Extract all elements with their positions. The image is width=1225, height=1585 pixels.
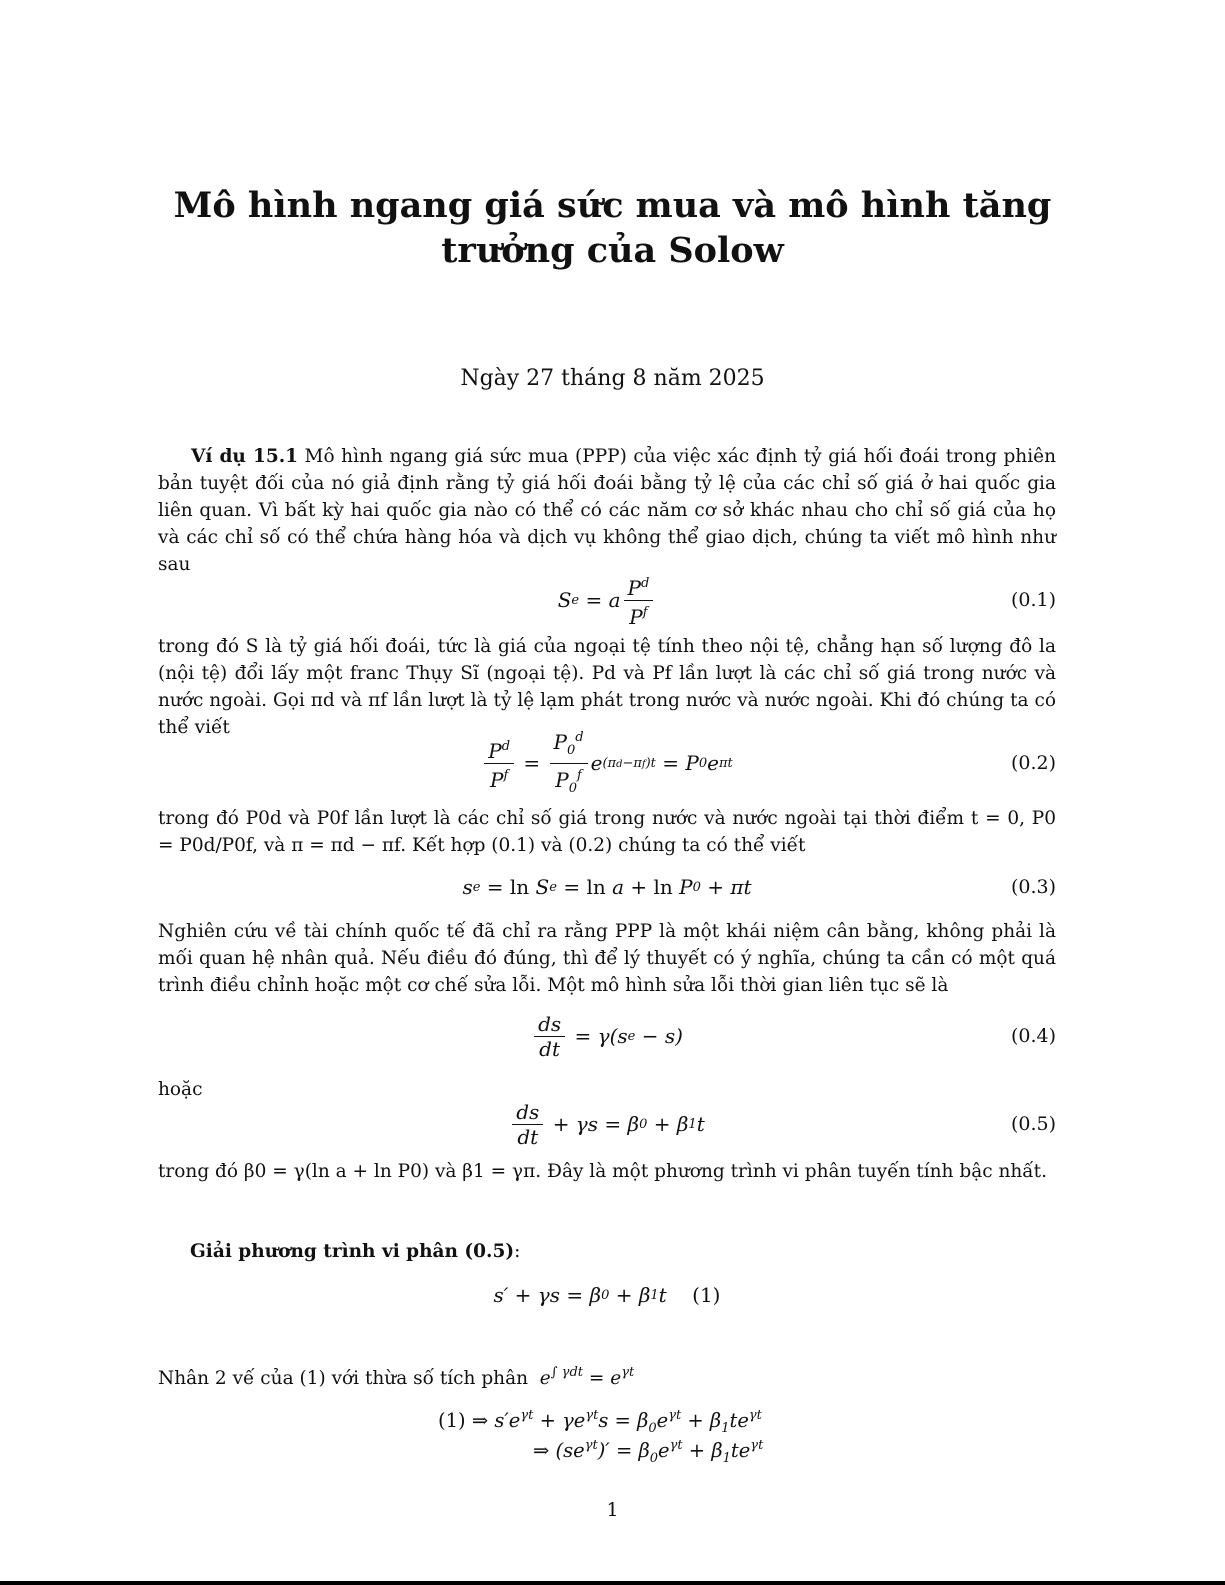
document-title: Mô hình ngang giá sức mua và mô hình tăng trưởng của Solow <box>173 185 1052 271</box>
page-number: 1 <box>606 1499 619 1521</box>
equation-1: s′ + γs = β 0 + β 1 t (1) <box>493 1283 721 1307</box>
equation-0-3: s e = ln S e = ln a + ln P 0 + πt (0.3) <box>462 875 1056 899</box>
initial-values-paragraph: trong đó P0d và P0f lần lượt là các chỉ số giá trong nước và nước ngoài tại thời điểm t = 0, P0 = P0d/P0f, và π = πd − πf. Kết hợp (0.1) và (0.2) chúng ta có thể viết <box>158 808 1056 856</box>
derivation-line-1: (1) ⇒ $s'e^{\gamma t} + \gamma e^{\gamma t}s = \beta_0e^{\gamma t} + \beta_1te^{\gamma t}$ <box>438 1408 762 1436</box>
page-bottom-border <box>0 1581 1225 1585</box>
example-text: Mô hình ngang giá sức mua (PPP) của việc xác định tỷ giá hối đoái trong phiên bản tuyệt đối của nó giả định rằng tỷ giá hối đoái bằng tỷ lệ của các chỉ số giá ở hai quốc gia liên quan. Vì bất kỳ hai quốc gia nào có thể có các năm cơ sở khác nhau cho chỉ số giá của họ và các chỉ số có thể chứa hàng hóa và dịch vụ không thể giao dịch, chúng ta viết mô hình như sau <box>158 446 1056 575</box>
equation-number: (0.5) <box>1010 1113 1056 1135</box>
equation-0-5: $\frac{ds}{dt}$ + γs = β 0 + β 1 t (0.5) <box>158 1094 1056 1154</box>
linear-ode-paragraph: trong đó β0 = γ(ln a + ln P0) và β1 = γπ. Đây là một phương trình vi phân tuyến tính bậc nhất. <box>158 1161 1047 1182</box>
document-date: Ngày 27 tháng 8 năm 2025 <box>460 366 765 391</box>
derivation-line-2: ⇒ $(se^{\gamma t})' = \beta_0e^{\gamma t} + \beta_1te^{\gamma t}$ <box>533 1438 764 1466</box>
equation-0-4: $\frac{ds}{dt}$ = γ(s e − s) (0.4) <box>158 1006 1056 1066</box>
solve-heading: Giải phương trình vi phân (0.5): <box>190 1241 521 1262</box>
equation-number: (0.1) <box>1010 589 1056 611</box>
word-or: hoặc <box>158 1079 203 1100</box>
equation-0-2: $\frac{P^d}{P^f}$ = $\frac{P_0^d}{P_0^f}$ e (πd−πf)t = P 0 e πt (0.2) <box>158 733 1056 793</box>
equation-number: (1) <box>692 1283 721 1307</box>
example-paragraph <box>158 443 1056 578</box>
integrating-factor-line: Nhân 2 vế của (1) với thừa số tích phân $e^{\int \gamma dt} = e^{\gamma t}$ <box>158 1365 635 1389</box>
equation-number: (0.4) <box>1010 1025 1056 1047</box>
equation-number: (0.2) <box>1010 752 1056 774</box>
equation-0-1: S e = a $\frac{P^d}{P^f}$ (0.1) <box>158 570 1056 630</box>
solve-heading-text: Giải phương trình vi phân (0.5) <box>190 1241 515 1262</box>
error-correction-paragraph: Nghiên cứu về tài chính quốc tế đã chỉ ra rằng PPP là một khái niệm cân bằng, không phải là mối quan hệ nhân quả. Nếu điều đó đúng, thì để lý thuyết có ý nghĩa, chúng ta cần có một quá trình điều chỉnh hoặc một cơ chế sửa lỗi. Một mô hình sửa lỗi thời gian liên tục sẽ là <box>158 921 1056 996</box>
definition-paragraph: trong đó S là tỷ giá hối đoái, tức là giá của ngoại tệ tính theo nội tệ, chẳng hạn số lượng đô la (nội tệ) đổi lấy một franc Thụy Sĩ (ngoại tệ). Pd và Pf lần lượt là các chỉ số giá trong nước và nước ngoài. Gọi πd và πf lần lượt là tỷ lệ lạm phát trong nước và nước ngoài. Khi đó chúng ta có thể viết <box>158 636 1056 738</box>
equation-number: (0.3) <box>1010 876 1056 898</box>
example-label: Ví dụ 15.1 <box>191 446 299 467</box>
integrating-factor-text: Nhân 2 vế của (1) với thừa số tích phân <box>158 1368 529 1389</box>
